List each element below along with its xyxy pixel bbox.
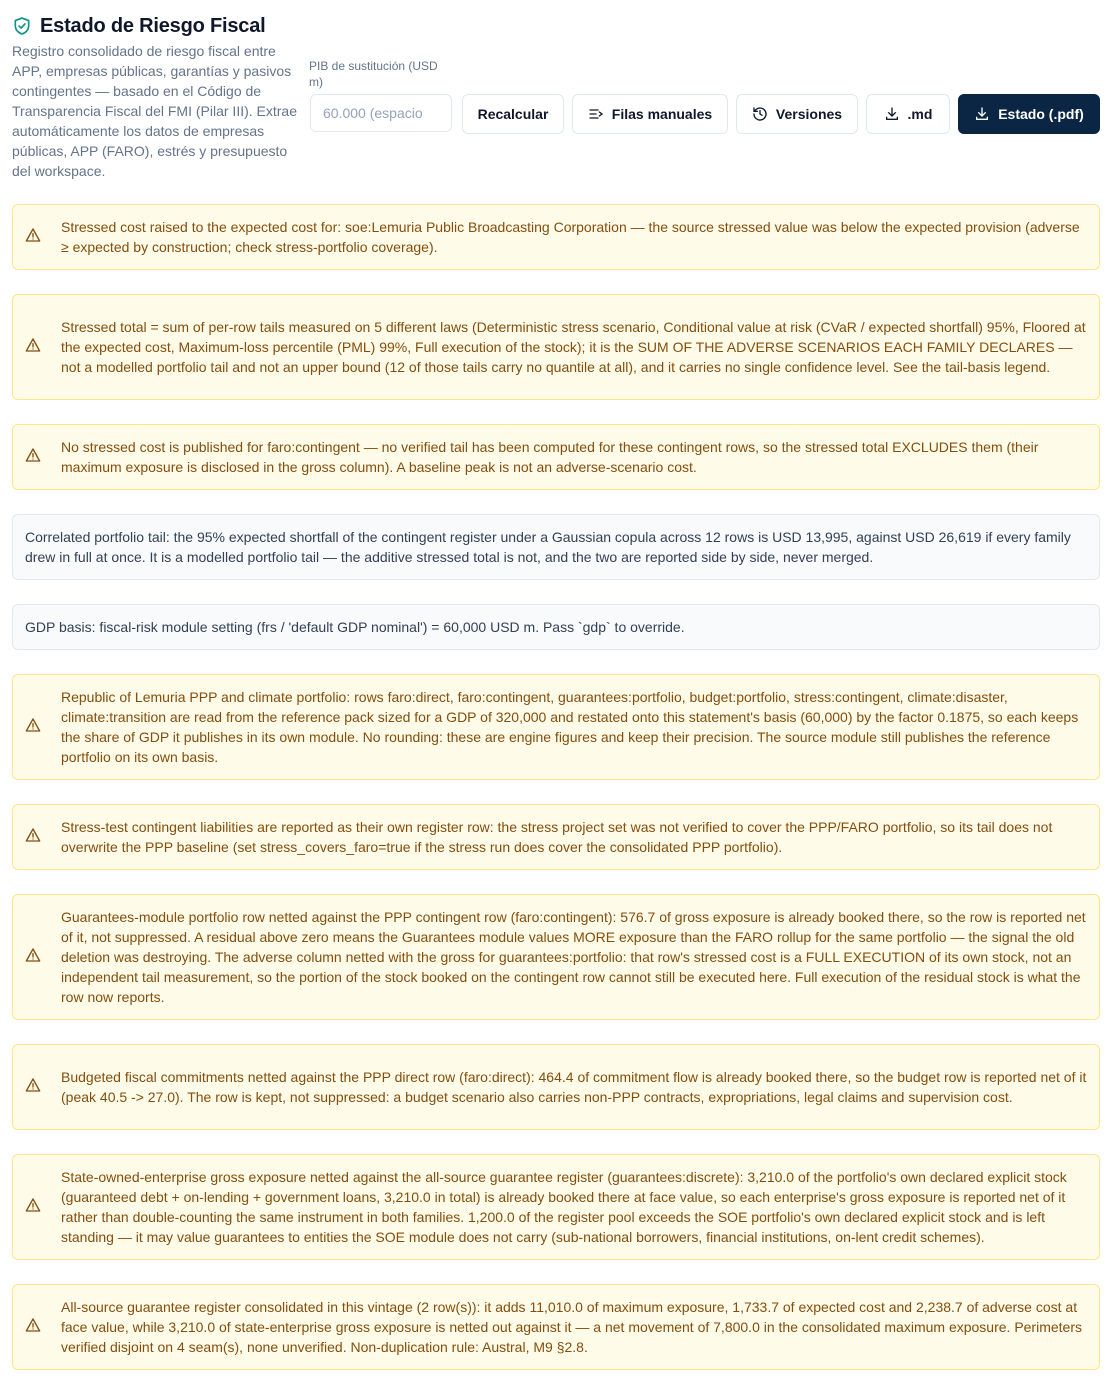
notice-text: State-owned-enterprise gross exposure netted against the all-source guarantee register (guarantees:discrete): 3,210.0 of the portfolio's own declared explicit stock (guaranteed debt + on-lending + government loans, 3,210.0 in total) is already booked there at face value, so each enterprise's gross exposure is reported net of it rather than double-counting the same instrument in both families. 1,200.0 of the register pool exceeds the SOE portfolio's own declared explicit stock and is left standing — it may value guarantees to entities the SOE module does not carry (sub-national borrowers, financial institutions, on-lent credit schemes).	[61, 1169, 1067, 1245]
notice-text: Budgeted fiscal commitments netted against the PPP direct row (faro:direct): 464.4 of commitment flow is already booked there, so the budget row is reported net of it (peak 40.5 -> 27.0). The row is kept, not suppressed: a budget scenario also carries non-PPP contracts, expropriations, legal claims and supervision cost.	[61, 1069, 1087, 1105]
warning-triangle-icon	[25, 1197, 41, 1218]
manual-rows-button-label: Filas manuales	[611, 106, 713, 122]
warning-triangle-icon	[25, 947, 41, 968]
page-title: Estado de Riesgo Fiscal	[40, 14, 266, 37]
warning-triangle-icon	[25, 337, 41, 358]
manual-rows-button[interactable]	[572, 94, 728, 134]
gdp-override-label: PIB de sustitución (USD m)	[309, 59, 438, 89]
notice-text: Stress-test contingent liabilities are reported as their own register row: the stress project set was not verified to cover the PPP/FARO portfolio, so its tail does not overwrite the PPP baseline (set stress_covers_faro=true if the stress run does cover the consolidated PPP portfolio).	[61, 819, 1053, 855]
warning-notice	[12, 674, 1100, 780]
download-md-button[interactable]	[866, 94, 950, 134]
title-row	[12, 12, 1100, 40]
warning-triangle-icon	[25, 1317, 41, 1338]
notice-text: Guarantees-module portfolio row netted against the PPP contingent row (faro:contingent): 576.7 of gross exposure is already booked there, so the row is reported net of it, not suppressed. A residual above zero means the Guarantees module values MORE exposure than the FARO rollup for the same portfolio — the signal the old deletion was destroying. The adverse column netted with the gross for guarantees:portfolio: that row's stressed cost is a FULL EXECUTION of its own stock, not an independent tail measurement, so the portion of the stock booked on the contingent row cannot still be executed here. Full execution of the residual stock is what the row now reports.	[61, 909, 1086, 1005]
download-pdf-button-label: Estado (.pdf)	[998, 106, 1084, 122]
gdp-override-input[interactable]	[310, 94, 452, 132]
download-pdf-statement-button[interactable]	[958, 94, 1100, 134]
download-icon	[884, 106, 900, 122]
warning-notice	[12, 204, 1100, 270]
warning-notice	[12, 894, 1100, 1020]
warning-triangle-icon	[25, 447, 41, 468]
versions-button-label: Versiones	[775, 106, 843, 122]
recalculate-button[interactable]	[462, 94, 564, 134]
download-md-button-label: .md	[907, 106, 933, 122]
history-icon	[752, 106, 768, 122]
notice-text: All-source guarantee register consolidated in this vintage (2 row(s)): it adds 11,010.0 of maximum exposure, 1,733.7 of expected cost and 2,238.7 of adverse cost at face value, while 3,210.0 of state-enterprise gross exposure is netted out against it — a net movement of 7,800.0 in the consolidated maximum exposure. Perimeters verified disjoint on 4 seam(s), none unverified. Non-duplication rule: Austral, M9 §2.8.	[61, 1299, 1082, 1355]
warning-triangle-icon	[25, 717, 41, 738]
page-header	[12, 12, 1100, 182]
warning-notice	[12, 294, 1100, 400]
versions-button[interactable]	[736, 94, 858, 134]
download-icon	[974, 106, 990, 122]
warning-notice	[12, 1044, 1100, 1130]
notice-text: No stressed cost is published for faro:contingent — no verified tail has been computed for these contingent rows, so the stressed total EXCLUDES them (their maximum exposure is disclosed in the gross column). A baseline peak is not an adverse-scenario cost.	[61, 439, 1039, 475]
warning-notice	[12, 424, 1100, 490]
notice-text: Stressed total = sum of per-row tails measured on 5 different laws (Deterministic stress scenario, Conditional value at risk (CVaR / expected shortfall) 95%, Floored at the expected cost, Maximum-loss percentile (PML) 99%, Full execution of the stock); it is the SUM OF THE ADVERSE SCENARIOS EACH FAMILY DECLARES — not a modelled portfolio tail and not an upper bound (12 of those tails carry no quantile at all), and it carries no single confidence level. See the tail-basis legend.	[61, 319, 1086, 375]
notice-text: Republic of Lemuria PPP and climate portfolio: rows faro:direct, faro:contingent, guarantees:portfolio, budget:portfolio, stress:contingent, climate:disaster, climate:transition are read from the reference pack sized for a GDP of 320,000 and restated onto this statement's basis (60,000) by the factor 0.1875, so each keeps the share of GDP it publishes in its own module. No rounding: these are engine figures and keep their precision. The source module still publishes the reference portfolio on its own basis.	[61, 689, 1079, 765]
warning-notice	[12, 1154, 1100, 1260]
warning-triangle-icon	[25, 1077, 41, 1098]
page-description: Registro consolidado de riesgo fiscal entre APP, empresas públicas, garantías y pasivos contingentes — basado en el Código de Transparencia Fiscal del FMI (Pilar III). Extrae automáticamente los datos de empresas públicas, APP (FARO), estrés y presupuesto del workspace.	[12, 43, 298, 179]
warning-notice	[12, 804, 1100, 870]
info-notice	[12, 604, 1100, 650]
warning-triangle-icon	[25, 827, 41, 848]
notice-text: Stressed cost raised to the expected cost for: soe:Lemuria Public Broadcasting Corporation — the source stressed value was below the expected provision (adverse ≥ expected by construction; check stress-portfolio coverage).	[61, 219, 1080, 255]
notice-text: Correlated portfolio tail: the 95% expected shortfall of the contingent register under a Gaussian copula across 12 rows is USD 13,995, against USD 26,619 if every family drew in full at once. It is a modelled portfolio tail — the additive stressed total is not, and the two are reported side by side, never merged.	[25, 529, 1071, 565]
warning-notice	[12, 1284, 1100, 1370]
info-notice	[12, 514, 1100, 580]
recalculate-button-label: Recalcular	[477, 106, 549, 122]
notice-text: GDP basis: fiscal-risk module setting (frs / 'default GDP nominal') = 60,000 USD m. Pass `gdp` to override.	[25, 619, 685, 635]
warning-triangle-icon	[25, 227, 41, 248]
list-plus-icon	[588, 106, 604, 122]
shield-check-icon	[12, 16, 32, 36]
